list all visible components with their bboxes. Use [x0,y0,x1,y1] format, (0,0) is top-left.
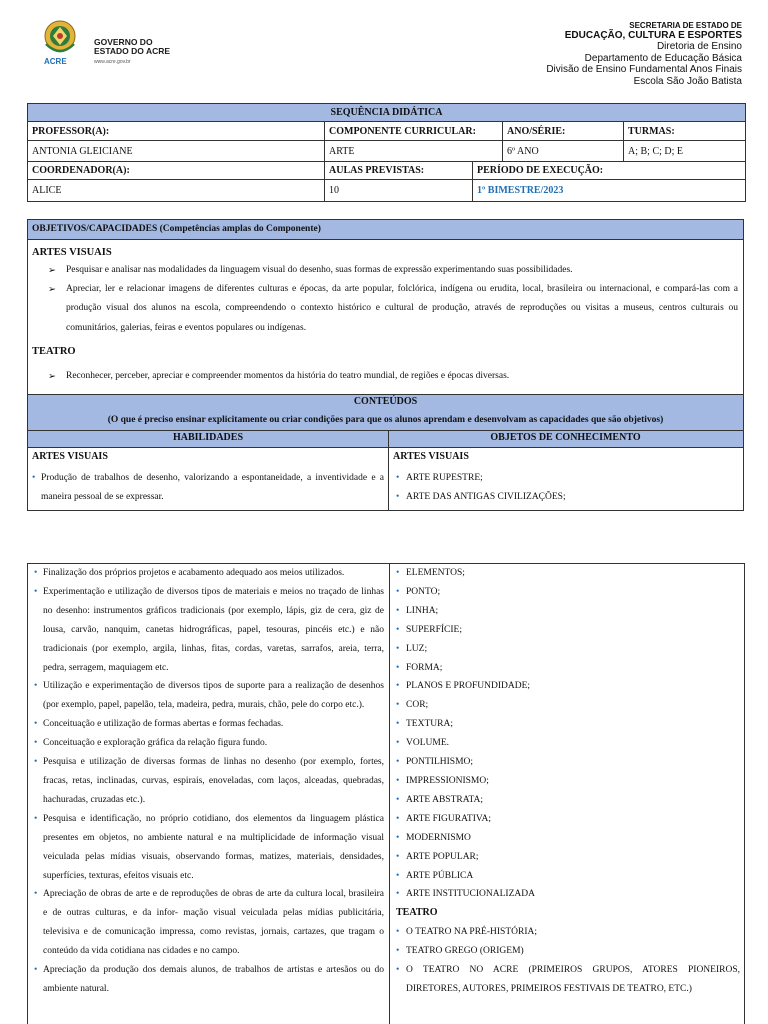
coordenador-label: COORDENADOR(A): [28,162,325,180]
divider [28,430,743,431]
bullet-icon: • [396,586,400,597]
contents-title: CONTEÚDOS [353,396,418,407]
bullet-icon: • [396,832,400,843]
acre-logo-label: ACRE [44,57,67,66]
column-divider [389,564,390,1024]
bullet-icon: • [396,624,400,635]
objeto-item: • ARTE PÚBLICA [396,867,740,886]
habilidade-item: • Conceituação e utilização de formas abertas e formas fechadas. [34,715,384,734]
objeto-item: • IMPRESSIONISMO; [396,772,740,791]
bullet-icon: • [396,775,400,786]
professor-label: PROFESSOR(A): [28,122,325,141]
bullet-icon: • [396,662,400,673]
aulas-value: 10 [325,180,473,202]
objetos-artes-title: ARTES VISUAIS [393,451,469,462]
bullet-icon: • [396,681,400,692]
bullet-icon: • [396,927,400,938]
bullet-icon: • [34,965,38,976]
periodo-value: 1º BIMESTRE/2023 [473,180,746,202]
objective-item: Reconhecer, perceber, apreciar e compreender momentos da história do teatro mundial, de regiões e épocas diversas. [66,371,510,381]
bullet-icon: • [396,757,400,768]
objeto-item: • LUZ; [396,640,740,659]
bullet-icon: • [34,568,38,578]
teatro-item: • O TEATRO NO ACRE (PRIMEIROS GRUPOS, ATORES PIONEIROS, DIRETORES, AUTORES, PRIMEIROS FESTIVAIS DE TEATRO, ETC.) [396,961,740,999]
list-item: • ARTE RUPESTRE; [396,473,483,483]
objeto-item: • PLANOS E PROFUNDIDADE; [396,677,740,696]
objeto-item: • PONTILHISMO; [396,753,740,772]
habilidades-header: HABILIDADES [172,432,244,443]
bullet-icon: • [396,946,400,957]
habilidade-item: • Utilização e experimentação de diversos tipos de suporte para a realização de desenhos (por exemplo, papel, papelão, tela, madeira, pedra, murais, chão, pele do corpo etc.). [34,677,384,715]
info-table [27,103,746,202]
bullet-icon: • [396,870,400,881]
habilidade-item: • Pesquisa e identificação, no próprio cotidiano, dos elementos da linguagem plástica presentes em objetos, no ambiente natural e na multiplicidade de informação visual veiculada pelas mídias visuais, observando formas, matizes, materiais, densidades, superfícies, texturas, efeitos visuais etc. [34,810,384,886]
bullet-icon: • [396,643,400,654]
bullet-icon: • [396,719,400,730]
bullet-icon: • [396,568,400,578]
government-name: GOVERNO DO ESTADO DO ACRE www.acre.gov.br [94,37,171,65]
objeto-item: • FORMA; [396,659,740,678]
bullet-icon: • [396,965,400,976]
objetos-header: OBJETOS DE CONHECIMENTO [490,432,641,443]
objeto-item: • COR; [396,696,740,715]
ano-value: 6º ANO [503,141,624,162]
objectives-section [27,219,744,511]
objectives-teatro-title: TEATRO [32,346,76,357]
contents-subtitle: (O que é preciso ensinar explicitamente ou criar condições para que os alunos aprendam e desenvolvam as capacidades que são objetivos) [107,415,664,425]
teatro-item: • TEATRO GREGO (ORIGEM) [396,942,740,961]
habilidade-item: • Conceituação e exploração gráfica da relação figura fundo. [34,734,384,753]
column-divider [388,430,389,511]
habilidade-item: • Apreciação de obras de arte e de reproduções de obras de arte da cultura local, brasileira e de outras culturas, e da infor- mação visual veiculada pelas mídias publicitária, televisiva e de comunicação impressa, como revistas, jornais, cartazes, que tragam o conteúdo da vida cotidiana nas cidades e no campo. [34,885,384,961]
objeto-item: • ARTE ABSTRATA; [396,791,740,810]
bullet-icon: • [34,586,38,597]
objetos-list [396,469,736,507]
contents-header [28,394,743,448]
objeto-item: • ARTE POPULAR; [396,848,740,867]
objeto-item: • SUPERFÍCIE; [396,621,740,640]
objectives-artes-title: ARTES VISUAIS [32,247,112,258]
bullet-icon: • [34,813,38,824]
contents-continuation-table [27,563,745,1024]
bullet-icon: • [396,889,400,900]
arrow-bullet-icon: ➢ [48,372,56,382]
professor-value: ANTONIA GLEICIANE [28,141,325,162]
bullet-icon: • [34,738,38,749]
bullet-icon: • [396,813,400,824]
bullet-icon: • [396,700,400,711]
objeto-item: • TEXTURA; [396,715,740,734]
componente-value: ARTE [325,141,503,162]
government-url: www.acre.gov.br [94,59,131,65]
habilidade-item: • Finalização dos próprios projetos e acabamento adequado aos meios utilizados. [34,564,384,583]
habilidade-item: • Pesquisa e utilização de diversas formas de linhas no desenho (por exemplo, fortes, fracas, retas, inclinadas, curvas, espirais, enoveladas, com laços, alceadas, quebradas, hachuradas, cruzadas etc.). [34,753,384,810]
coordenador-value: ALICE [28,180,325,202]
objeto-item: • ARTE FIGURATIVA; [396,810,740,829]
habilidade-item: • Experimentação e utilização de diversos tipos de materiais e meios no traçado de linhas no desenho: instrumentos gráficos tradicionais (por exemplo, lápis, giz de cera, giz de lousa, carvão, nanquim, canetas hidrográficas, papel, tesouras, pincéis etc.) e não tradicionais (por exemplo, argila, linhas, fitas, cordas, varetas, sarrafos, areia, terra, pedra, serragem, maquiagem etc. [34,583,384,678]
teatro-title: TEATRO [396,907,438,919]
ano-label: ANO/SÉRIE: [503,122,624,141]
secretariat-header: SECRETARIA DE ESTADO DE EDUCAÇÃO, CULTURA E ESPORTES Diretoria de Ensino Departamento de Educação Básica Divisão de Ensino Fundamental Anos Finais Escola São João Batista [546,21,742,87]
bullet-icon: • [34,757,38,768]
componente-label: COMPONENTE CURRICULAR: [325,122,503,141]
objeto-item: • VOLUME. [396,734,740,753]
objeto-item: • MODERNISMO [396,829,740,848]
habilidades-list [34,564,384,999]
objective-item: Pesquisar e analisar nas modalidades da linguagem visual do desenho, suas formas de expressão experimentando suas possibilidades. [66,265,573,275]
objeto-item: • ARTE INSTITUCIONALIZADA [396,885,740,904]
bullet-icon: • [396,851,400,862]
turmas-value: A; B; C; D; E [624,141,746,162]
habilidades-artes-title: ARTES VISUAIS [32,451,108,462]
bullet-icon: • [34,889,38,900]
objective-item: Apreciar, ler e relacionar imagens de diferentes culturas e épocas, da arte popular, folclórica, indígena ou erudita, local, brasileira ou internacional, e compará-las com a produção visual dos alunos na escola, compreendendo o contexto histórico e cultural de produção, através de reproduções ou visitas a museus, centros culturais ou comunitários, galerias, feiras e eventos populares ou indígenas. [66,284,738,333]
objetos-list [396,564,740,999]
bullet-icon: • [396,794,400,805]
arrow-bullet-icon: ➢ [48,285,56,295]
objeto-item: • LINHA; [396,602,740,621]
habilidade-item: • Apreciação da produção dos demais alunos, de trabalhos de artistas e artesãos ou do ambiente natural. [34,961,384,999]
teatro-item: • O TEATRO NA PRÉ-HISTÓRIA; [396,923,740,942]
aulas-label: AULAS PREVISTAS: [325,162,473,180]
arrow-bullet-icon: ➢ [48,266,56,276]
bullet-icon: • [34,681,38,692]
bullet-icon: • [396,605,400,616]
table-title: SEQUÊNCIA DIDÁTICA [28,104,746,122]
list-item: • ARTE DAS ANTIGAS CIVILIZAÇÕES; [396,491,566,502]
bullet-icon: • [396,738,400,749]
objeto-item: • PONTO; [396,583,740,602]
periodo-label: PERÍODO DE EXECUÇÃO: [473,162,746,180]
bullet-icon: • [34,719,38,730]
habilidade-item: • Produção de trabalhos de desenho, valorizando a espontaneidade, a inventividade e a maneira pessoal de se expressar. [32,473,384,502]
objectives-header: OBJETIVOS/CAPACIDADES (Competências amplas do Componente) [28,220,743,240]
turmas-label: TURMAS: [624,122,746,141]
objeto-item: • ELEMENTOS; [396,564,740,583]
